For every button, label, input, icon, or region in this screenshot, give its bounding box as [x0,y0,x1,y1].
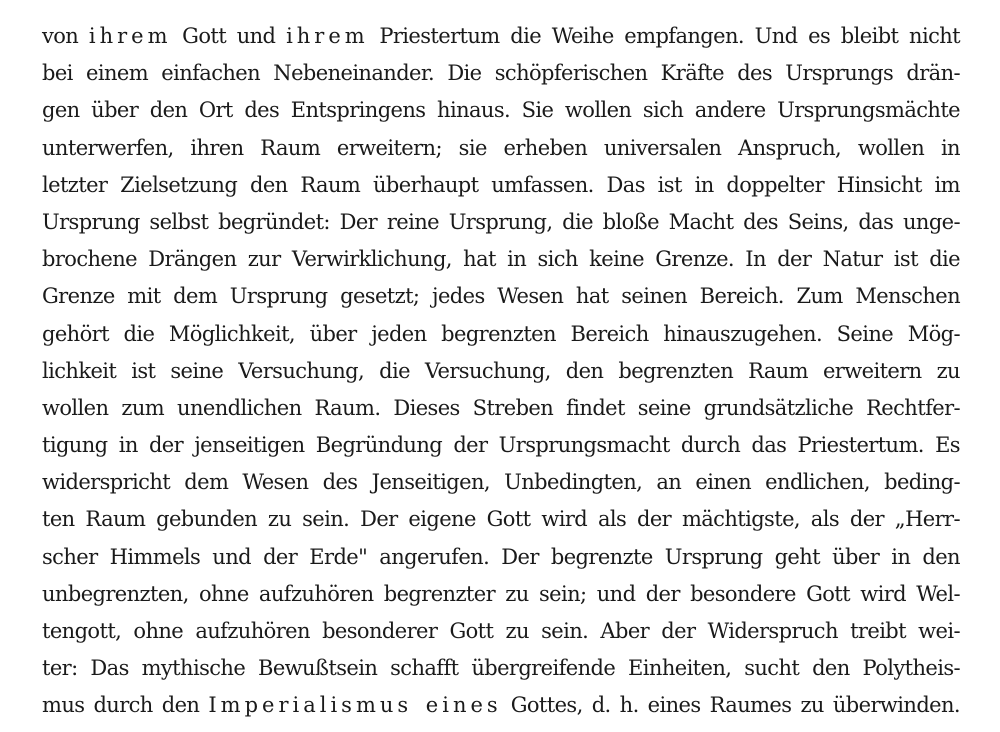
text-line [42,501,960,538]
text-segment: unterwerfen, ihren Raum erweitern; sie erheben universalen Anspruch, wollen in [42,135,960,160]
text-segment: bei einem einfachen Nebeneinander. Die schöpferischen Kräfte des Ursprungs drän- [42,61,960,86]
emphasized-text: ihrem [88,24,172,48]
text-segment: widerspricht dem Wesen des Jenseitigen, Unbedingten, an einen endlichen, beding- [42,470,960,495]
text-segment: Grenze mit dem Ursprung gesetzt; jedes Wesen hat seinen Bereich. Zum Menschen [42,284,960,309]
text-segment: mus durch den [42,693,209,718]
text-segment: tigung in der jenseitigen Begründung der Ursprungsmacht durch das Priestertum. Es [42,433,960,458]
text-segment: Ursprung selbst begründet: Der reine Ursprung, die bloße Macht des Seins, das unge- [42,209,960,234]
text-line [42,464,960,501]
text-segment: Priestertum die Weihe empfangen. Und es bleibt nicht [368,24,960,48]
text-segment: wollen zum unendlichen Raum. Dieses Streben findet seine grundsätzliche Rechtfer- [42,395,960,420]
text-line [42,427,960,464]
text-line [42,576,960,613]
text-line [42,687,960,724]
text-segment: brochene Drängen zur Verwirklichung, hat in sich keine Grenze. In der Natur ist die [42,247,960,272]
body-paragraph [42,18,960,725]
text-segment: tengott, ohne aufzuhören besonderer Gott zu sein. Aber der Widerspruch treibt wei- [42,619,960,643]
text-segment: gen über den Ort des Entspringens hinaus. Sie wollen sich andere Ursprungsmächte [42,98,960,123]
text-segment: lichkeit ist seine Versuchung, die Versuchung, den begrenzten Raum erweitern zu [42,358,960,383]
text-line [42,130,960,167]
text-line [42,539,960,576]
text-line [42,390,960,427]
emphasized-text: Imperialismus eines [208,693,502,718]
text-segment: Gott und [171,24,287,48]
text-segment: scher Himmels und der Erde" angerufen. Der begrenzte Ursprung geht über in den [42,544,960,569]
text-segment: ter: Das mythische Bewußtsein schafft übergreifende Einheiten, sucht den Polytheis- [42,656,960,681]
text-segment: Gottes, d. h. eines Raumes zu überwinden. [501,693,960,718]
text-line [42,650,960,687]
text-line [42,278,960,315]
emphasized-text: ihrem [286,24,369,48]
text-line [42,204,960,241]
text-segment: von [42,24,89,48]
text-segment: letzter Zielsetzung den Raum überhaupt umfassen. Das ist in doppelter Hinsicht im [42,172,960,197]
text-line [42,55,960,92]
text-line [42,241,960,278]
text-line [42,167,960,204]
text-line [42,613,960,650]
text-line [42,316,960,353]
text-line [42,18,960,55]
text-segment: unbegrenzten, ohne aufzuhören begrenzter zu sein; und der besondere Gott wird Wel- [42,581,960,606]
text-segment: gehört die Möglichkeit, über jeden begrenzten Bereich hinauszugehen. Seine Mög- [42,321,960,346]
text-line [42,353,960,390]
text-line [42,92,960,129]
text-segment: ten Raum gebunden zu sein. Der eigene Gott wird als der mächtigste, als der „Herr- [42,507,960,532]
